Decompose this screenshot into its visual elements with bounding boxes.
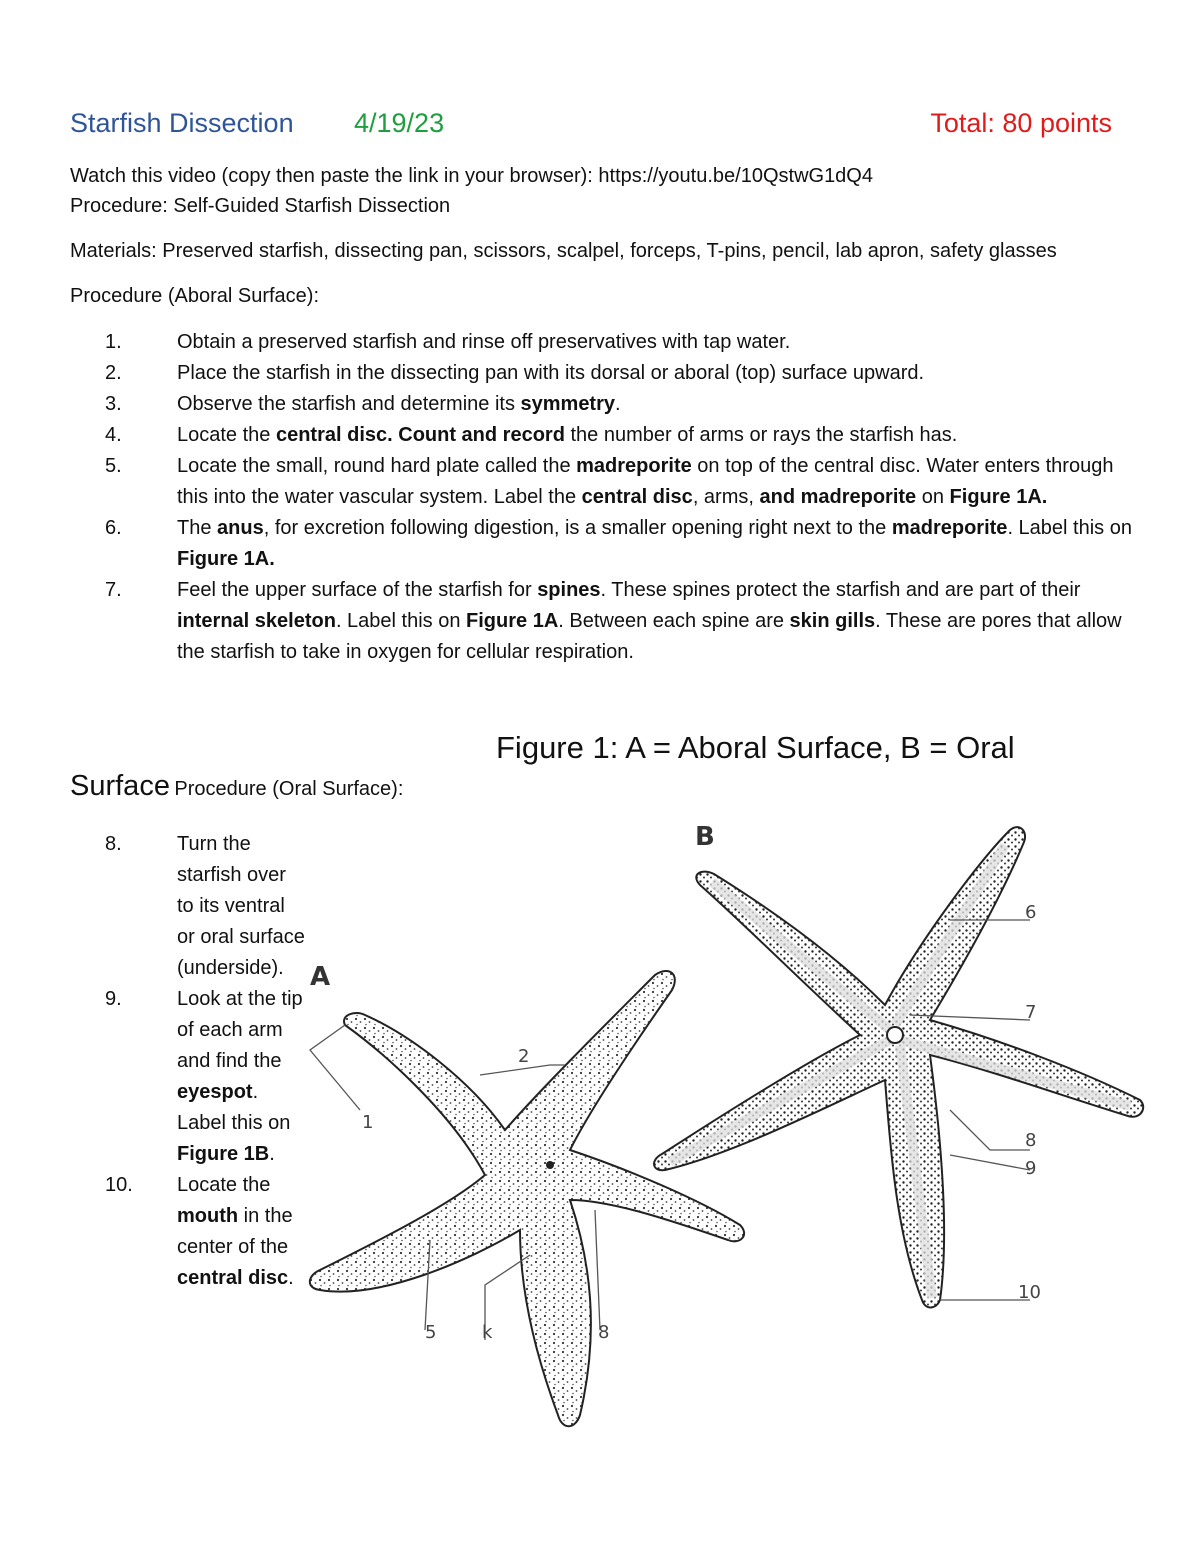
list-item: 6. The anus, for excretion following digestion, is a smaller opening right next to the madreporite. Label this on Figure 1A. (105, 517, 1132, 570)
list-item: 1. Obtain a preserved starfish and rinse off preservatives with tap water. (105, 331, 791, 353)
mouth-mark (887, 1027, 903, 1043)
total-points: Total: 80 points (930, 108, 1112, 138)
title-row (70, 108, 1130, 148)
starfish-diagram (300, 810, 1160, 1460)
aboral-heading: Procedure (Aboral Surface): (70, 285, 320, 307)
list-item: 10. Locate the mouth in the center of the central disc. (105, 1174, 294, 1289)
document-date: 4/19/23 (354, 108, 445, 138)
label-b-8: 8 (1025, 1130, 1037, 1151)
list-item: 7. Feel the upper surface of the starfish for spines. These spines protect the starfish and are part of their internal skeleton. Label this on Figure 1A. Between each spine are skin gills. These are pores that allow the starfish to take in oxygen for cellular respiration. (105, 579, 1122, 663)
materials-line: Materials: Preserved starfish, dissecting pan, scissors, scalpel, forceps, T-pins, pencil, lab apron, safety glasses (70, 240, 1057, 262)
oral-heading-surface: Surface (70, 770, 170, 802)
procedure-line: Procedure: Self-Guided Starfish Dissection (70, 195, 451, 217)
list-item: 9. Look at the tip of each arm and find the eyespot. Label this on Figure 1B. (105, 988, 303, 1165)
video-instruction: Watch this video (copy then paste the link in your browser): https://youtu.be/10QstwG1dQ4 (70, 165, 873, 187)
label-b: B (695, 822, 715, 852)
label-a-k: k (482, 1322, 493, 1343)
label-b-10: 10 (1018, 1282, 1041, 1303)
madreporite-dot (546, 1161, 554, 1169)
label-a-8: 8 (598, 1322, 610, 1343)
oral-heading-procedure: Procedure (Oral Surface): (174, 778, 404, 800)
list-item: 4. Locate the central disc. Count and record the number of arms or rays the starfish has. (105, 424, 958, 446)
starfish-a (310, 971, 744, 1426)
list-item: 2. Place the starfish in the dissecting pan with its dorsal or aboral (top) surface upward. (105, 362, 925, 384)
label-b-6: 6 (1025, 902, 1037, 923)
list-item: 3. Observe the starfish and determine its symmetry. (105, 393, 621, 415)
label-b-7: 7 (1025, 1002, 1037, 1023)
document-title: Starfish Dissection (70, 108, 294, 138)
label-a: A (310, 962, 331, 992)
list-item: 8. Turn the starfish over to its ventral or oral surface (underside). (105, 833, 305, 979)
starfish-a-body (310, 971, 744, 1426)
aboral-step-list (105, 327, 1145, 668)
figure-caption: Figure 1: A = Aboral Surface, B = Oral (496, 730, 1015, 765)
oral-heading (70, 770, 403, 803)
list-item: 5. Locate the small, round hard plate called the madreporite on top of the central disc. Water enters through this into the water vascular system. Label the central disc, arms, and madreporite on Figure 1A. (105, 455, 1114, 508)
label-a-1: 1 (362, 1112, 374, 1133)
label-b-9: 9 (1025, 1158, 1037, 1179)
oral-step-list (105, 829, 305, 1294)
label-a-2: 2 (518, 1046, 530, 1067)
label-a-5: 5 (425, 1322, 437, 1343)
